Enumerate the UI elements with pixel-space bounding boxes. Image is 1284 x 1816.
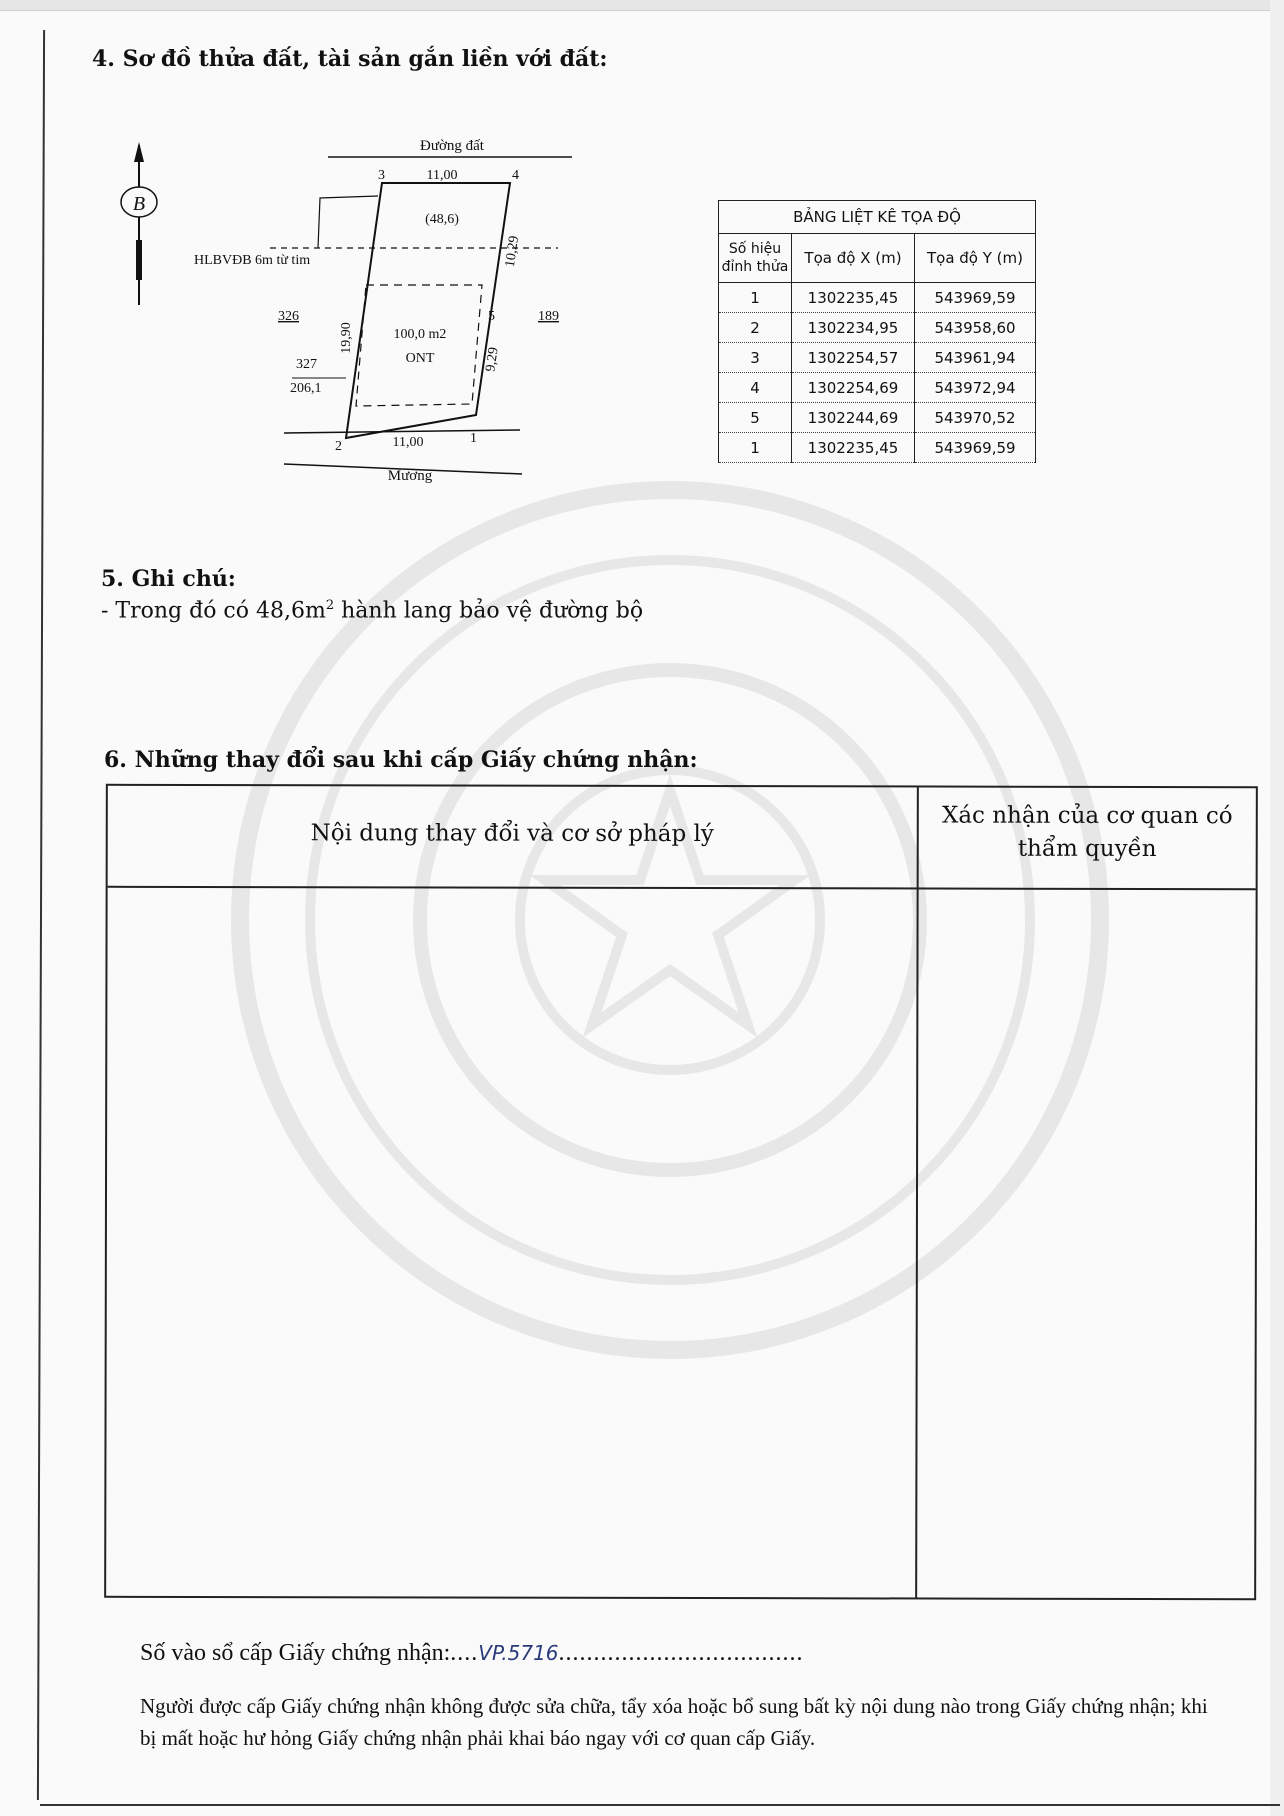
x-coordinate: 1302254,69 (792, 373, 915, 403)
vertex-id: 5 (719, 403, 792, 433)
vertex-1-label: 1 (470, 431, 477, 446)
area-label: 100,0 m2 (393, 327, 447, 342)
registry-dots-before: .... (450, 1640, 479, 1666)
col-vertex-header-line1: Số hiệu (728, 241, 782, 257)
y-coordinate: 543961,94 (915, 343, 1036, 373)
registry-handwritten-number: VP.5716 (478, 1641, 559, 1665)
vertex-2-label: 2 (335, 439, 342, 454)
left-lower-neighbor-area: 206,1 (290, 381, 322, 396)
coordinate-table-title: BẢNG LIỆT KÊ TỌA ĐỘ (719, 201, 1036, 234)
vertex-id: 3 (719, 343, 792, 373)
corridor-area: (48,6) (425, 212, 459, 227)
left-lower-neighbor-number: 327 (296, 357, 317, 372)
land-use-code: ONT (405, 351, 435, 366)
table-row (719, 313, 1036, 343)
vertex-id: 4 (719, 373, 792, 403)
x-coordinate: 1302234,95 (792, 313, 915, 343)
col-vertex-header-line2: đỉnh thửa (721, 259, 789, 275)
table-row (719, 343, 1036, 373)
right-upper-length: 10,29 (502, 234, 523, 269)
page-bottom-border (40, 1804, 1280, 1806)
y-coordinate: 543972,94 (915, 373, 1036, 403)
north-symbol: B (132, 193, 146, 215)
y-coordinate: 543969,59 (915, 433, 1036, 463)
confirmation-column-header (919, 799, 1256, 866)
x-coordinate: 1302235,45 (792, 283, 915, 313)
right-lower-length: 9,29 (483, 346, 502, 373)
page-top-edge (0, 0, 1284, 11)
confirmation-header-line2: thẩm quyền (1017, 835, 1157, 862)
confirmation-header-line1: Xác nhận của cơ quan có (941, 802, 1233, 830)
section-4-title: 4. Sơ đồ thửa đất, tài sản gắn liền với đất: (92, 46, 608, 72)
col-vertex-header (719, 234, 792, 283)
section-6-title: 6. Những thay đổi sau khi cấp Giấy chứng nhận: (104, 747, 698, 773)
bottom-length: 11,00 (392, 435, 424, 450)
top-length: 11,00 (426, 168, 458, 183)
warning-text: Người được cấp Giấy chứng nhận không được sửa chữa, tẩy xóa hoặc bổ sung bất kỳ nội dung nào trong Giấy chứng nhận; khi bị mất hoặc hư hỏng Giấy chứng nhận phải khai báo ngay với cơ quan cấp Giấy. (140, 1694, 1208, 1750)
registry-label: Số vào sổ cấp Giấy chứng nhận: (140, 1640, 451, 1666)
note-line (101, 598, 643, 623)
header-divider (108, 886, 1256, 890)
corridor-label: HLBVĐB 6m từ tim (194, 253, 311, 268)
vertex-3-label: 3 (378, 168, 385, 183)
x-coordinate: 1302235,45 (792, 433, 915, 463)
right-neighbor-parcel: 189 (538, 309, 559, 324)
table-row (719, 373, 1036, 403)
table-row (719, 403, 1036, 433)
changes-table (104, 784, 1258, 1600)
page-left-border (37, 30, 45, 1800)
registry-dots-after: ................................... (558, 1640, 804, 1666)
left-length: 19,90 (339, 322, 354, 354)
content-column-header: Nội dung thay đổi và cơ sở pháp lý (310, 820, 714, 848)
left-neighbor-parcel: 326 (278, 309, 299, 324)
col-y-header: Tọa độ Y (m) (915, 234, 1036, 283)
vertex-id: 1 (719, 433, 792, 463)
note-prefix: - Trong đó có 48,6m (101, 598, 326, 624)
table-row (719, 283, 1036, 313)
y-coordinate: 543970,52 (915, 403, 1036, 433)
road-label: Đường đất (420, 138, 484, 154)
table-row (719, 433, 1036, 463)
x-coordinate: 1302244,69 (792, 403, 915, 433)
vertex-id: 2 (719, 313, 792, 343)
land-plot-sketch (110, 120, 580, 500)
north-arrow-icon (121, 142, 157, 305)
page-right-edge (1270, 0, 1284, 1816)
registry-number-line (140, 1640, 804, 1667)
col-x-header: Tọa độ X (m) (792, 234, 915, 283)
coordinate-table (718, 200, 1036, 463)
column-divider (915, 787, 919, 1597)
section-5-title: 5. Ghi chú: (101, 566, 236, 592)
vertex-4-label: 4 (512, 168, 519, 183)
x-coordinate: 1302254,57 (792, 343, 915, 373)
vertex-id: 1 (719, 283, 792, 313)
note-superscript: 2 (325, 598, 335, 613)
ditch-label: Mương (387, 468, 433, 484)
note-suffix: hành lang bảo vệ đường bộ (334, 598, 644, 624)
y-coordinate: 543969,59 (915, 283, 1036, 313)
y-coordinate: 543958,60 (915, 313, 1036, 343)
vertex-5-label: 5 (488, 309, 495, 324)
